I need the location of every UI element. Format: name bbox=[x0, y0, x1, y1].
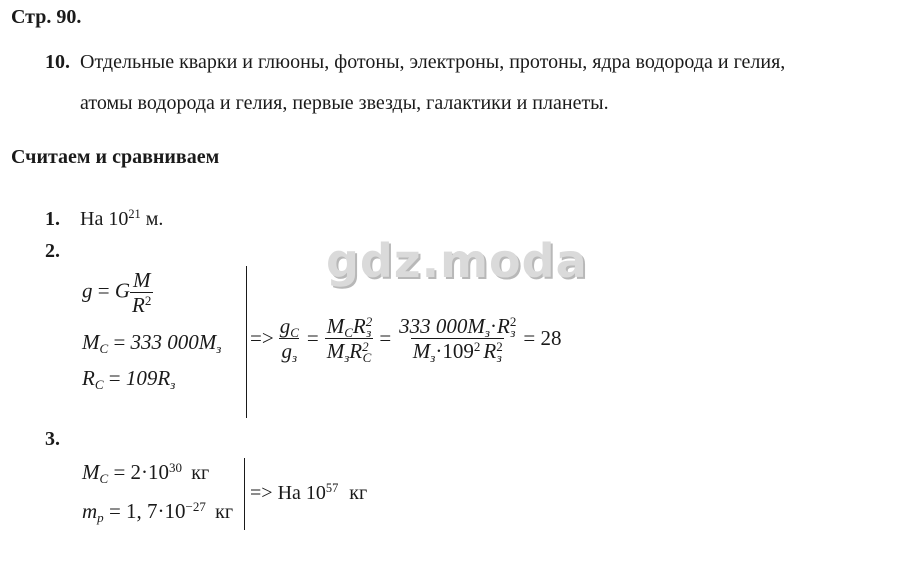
earth-subscript: з bbox=[344, 350, 350, 366]
item-1-prefix: На 10 bbox=[80, 208, 129, 230]
answer-exponent: 57 bbox=[325, 481, 339, 496]
R-symbol: R bbox=[349, 339, 363, 364]
system-divider bbox=[246, 266, 247, 418]
g-symbol: g bbox=[281, 339, 292, 364]
M-symbol: M bbox=[82, 460, 100, 484]
mass-over-radius-fraction bbox=[130, 268, 153, 317]
g-symbol: g bbox=[82, 278, 93, 303]
square-exponent: 2 bbox=[144, 292, 152, 308]
item-1-exponent: 21 bbox=[128, 207, 141, 222]
implies-arrow: => bbox=[250, 326, 274, 351]
sun-mass-exponent: 30 bbox=[169, 459, 183, 475]
g-symbol: g bbox=[279, 314, 291, 338]
g-sun bbox=[278, 314, 301, 338]
section-title: Считаем и сравниваем bbox=[11, 146, 220, 168]
symbolic-numerator bbox=[325, 314, 374, 338]
M-symbol: M bbox=[326, 339, 345, 364]
R-symbol: R bbox=[352, 314, 366, 338]
earth-subscript: з bbox=[170, 376, 176, 392]
watermark: gdz.moda bbox=[326, 234, 588, 288]
numeric-numerator bbox=[397, 314, 517, 338]
sun-mass-formula bbox=[82, 330, 221, 355]
M-symbol: M bbox=[82, 330, 100, 354]
dot-operator: · bbox=[490, 314, 497, 338]
square-exponent: 2 bbox=[496, 338, 503, 354]
square-exponent: 2 bbox=[473, 338, 481, 354]
equals-sign: = bbox=[379, 326, 392, 351]
item-3-answer bbox=[250, 482, 367, 505]
answer-prefix: На 10 bbox=[277, 482, 326, 504]
M-symbol: M bbox=[326, 314, 345, 338]
square-exponent: 2 bbox=[362, 338, 369, 354]
symbolic-ratio-fraction bbox=[325, 313, 374, 366]
sun-subscript: C bbox=[99, 470, 109, 486]
g-ratio-fraction bbox=[278, 314, 301, 366]
task-10-number: 10. bbox=[45, 51, 70, 73]
numeric-mass: 333 000M bbox=[399, 314, 485, 338]
ratio-result: = 28 bbox=[523, 326, 562, 351]
earth-subscript: з bbox=[510, 324, 516, 340]
earth-subscript: з bbox=[496, 350, 502, 366]
dot-operator: · bbox=[435, 339, 443, 364]
square-exponent: 2 bbox=[365, 313, 373, 329]
m-symbol: m bbox=[82, 499, 98, 523]
equals-sign: = bbox=[306, 326, 319, 351]
proton-mass-number: = 1, 7·10 bbox=[108, 499, 186, 523]
system-divider-3 bbox=[244, 458, 245, 530]
page-label: Стр. 90. bbox=[11, 6, 82, 28]
sun-subscript: C bbox=[344, 324, 353, 340]
proton-mass-value bbox=[82, 499, 233, 524]
R-symbol: R bbox=[483, 339, 497, 364]
gravity-ratio-formula bbox=[250, 313, 562, 366]
equals-sign: = bbox=[108, 366, 121, 390]
gravity-formula bbox=[82, 268, 153, 317]
radius-value: 109R bbox=[125, 366, 171, 390]
earth-subscript: з bbox=[366, 324, 372, 340]
sun-subscript: C bbox=[362, 350, 372, 366]
kg-unit: кг bbox=[191, 462, 210, 484]
sun-mass-value bbox=[82, 460, 209, 485]
radius-factor: 109 bbox=[442, 339, 474, 364]
sun-subscript: C bbox=[99, 340, 109, 356]
numeric-ratio-fraction bbox=[397, 313, 517, 366]
earth-subscript: з bbox=[216, 340, 222, 356]
fraction-denominator bbox=[130, 292, 153, 317]
square-exponent: 2 bbox=[509, 313, 517, 329]
numeric-denominator bbox=[411, 338, 504, 366]
equals-sign: = bbox=[97, 278, 110, 303]
implies-arrow: => bbox=[250, 482, 273, 504]
mass-value: 333 000M bbox=[130, 330, 217, 354]
item-2-number: 2. bbox=[45, 240, 60, 262]
task-10-line-2: атомы водорода и гелия, первые звезды, галактики и планеты. bbox=[80, 92, 609, 114]
sun-subscript: C bbox=[290, 324, 299, 340]
G-symbol: G bbox=[114, 278, 131, 303]
R-symbol: R bbox=[132, 293, 145, 318]
earth-subscript: з bbox=[291, 350, 298, 366]
task-10-line-1: Отдельные кварки и глюоны, фотоны, электроны, протоны, ядра водорода и гелия, bbox=[80, 51, 786, 73]
R-symbol: R bbox=[82, 366, 95, 390]
earth-subscript: з bbox=[430, 350, 436, 366]
fraction-numerator: M bbox=[132, 268, 151, 292]
proton-subscript: p bbox=[97, 509, 104, 525]
item-3-number: 3. bbox=[45, 428, 60, 450]
item-1-suffix: м. bbox=[140, 208, 164, 230]
sun-mass-number: = 2·10 bbox=[113, 460, 170, 484]
item-1-number: 1. bbox=[45, 208, 60, 230]
R-symbol: R bbox=[497, 314, 510, 338]
answer-unit: кг bbox=[349, 482, 368, 504]
M-symbol: M bbox=[412, 339, 431, 364]
proton-mass-exponent: −27 bbox=[185, 498, 206, 514]
sun-subscript: C bbox=[94, 376, 104, 392]
g-earth bbox=[279, 338, 299, 366]
sun-radius-formula bbox=[82, 366, 175, 391]
item-1-answer bbox=[80, 208, 163, 231]
symbolic-denominator bbox=[325, 338, 374, 366]
earth-subscript: з bbox=[484, 324, 490, 340]
kg-unit: кг bbox=[215, 501, 234, 523]
equals-sign: = bbox=[113, 330, 126, 354]
